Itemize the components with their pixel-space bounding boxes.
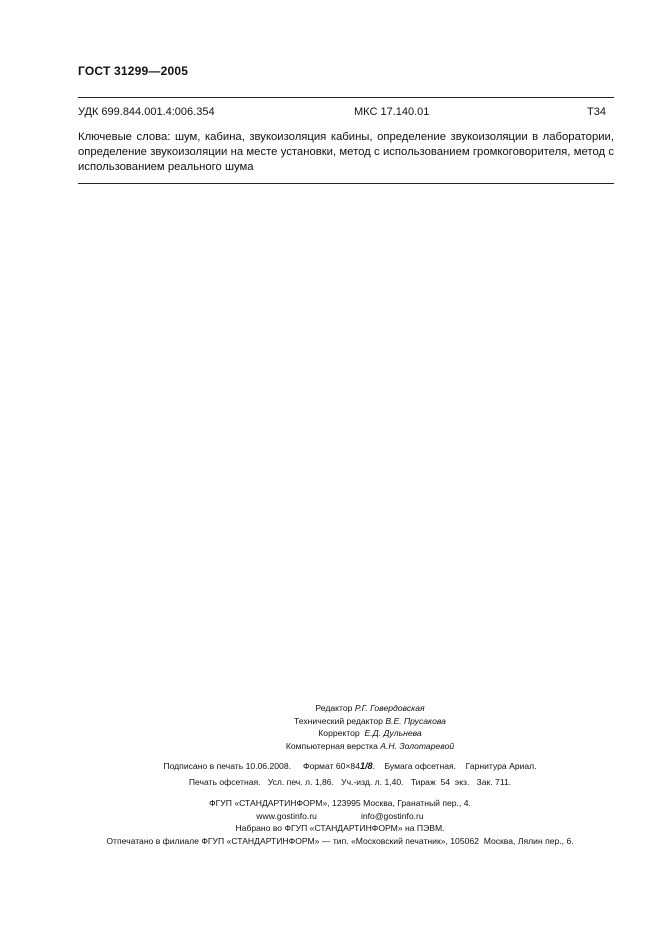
keywords-line: Ключевые слова: шум, кабина, звукоизоляция кабины, определение звукоизоляции в лаборатории, xyxy=(78,131,614,143)
publisher-contacts xyxy=(60,810,620,823)
keywords-divider xyxy=(78,183,614,184)
keywords-line: использованием реального шума xyxy=(78,161,254,173)
udk-code: УДК 699.844.001.4:006.354 xyxy=(78,106,215,118)
credit-name: А.Н. Золотаревой xyxy=(380,740,455,751)
typesetting-note: Набрано во ФГУП «СТАНДАРТИНФОРМ» на ПЭВМ. xyxy=(235,823,445,833)
group-code: Т34 xyxy=(587,106,606,118)
print-info-line: Печать офсетная. Усл. печ. л. 1,86. Уч.-изд. л. 1,40. Тираж 54 экз. Зак. 711. xyxy=(188,777,512,787)
credit-name: В.Е. Прусакова xyxy=(385,715,446,726)
typeface: Гарнитура Ариал. xyxy=(465,761,537,771)
print-info-block xyxy=(100,758,600,790)
format-label: Формат 60×84 xyxy=(302,761,360,771)
format-fraction: 1/8 xyxy=(360,761,373,771)
document-code: ГОСТ 31299—2005 xyxy=(78,64,189,78)
keywords-paragraph xyxy=(78,130,614,175)
credit-tech-editor xyxy=(200,715,540,728)
credit-label: Корректор xyxy=(318,728,360,738)
email-link[interactable]: info@gostinfo.ru xyxy=(360,810,424,821)
publisher-address: ФГУП «СТАНДАРТИНФОРМ», 123995 Москва, Гранатный пер., 4. xyxy=(209,798,471,808)
credit-label: Компьютерная верстка xyxy=(285,740,378,751)
credit-label: Редактор xyxy=(315,703,353,713)
signed-date: Подписано в печать 10.06.2008. xyxy=(163,761,291,771)
classification-row xyxy=(78,106,614,122)
publisher-block xyxy=(60,797,620,847)
printing-note: Отпечатано в филиале ФГУП «СТАНДАРТИНФОРМ» — тип. «Московский печатник», 105062 Москва, Лялин пер., 6. xyxy=(106,835,574,846)
credit-label: Технический редактор xyxy=(294,715,383,726)
print-info-line: Подписано в печать 10.06.2008. Формат 60×841/8. Бумага офсетная. Гарнитура Ариал. xyxy=(163,761,537,771)
credits-block xyxy=(200,702,540,752)
paper-type: Бумага офсетная. xyxy=(384,761,457,771)
credit-name: Е.Д. Дульнева xyxy=(364,728,422,738)
mks-code: МКС 17.140.01 xyxy=(354,106,430,118)
credit-proofreader xyxy=(200,727,540,740)
top-divider xyxy=(78,97,614,98)
keywords-line: определение звукоизоляции на месте установки, метод с использованием громкоговорителя, метод с xyxy=(78,146,614,158)
website-link[interactable]: www.gostinfo.ru xyxy=(256,810,317,821)
credit-layout xyxy=(200,740,540,753)
credit-editor xyxy=(200,702,540,715)
credit-name: Р.Г. Говердовская xyxy=(354,703,425,713)
